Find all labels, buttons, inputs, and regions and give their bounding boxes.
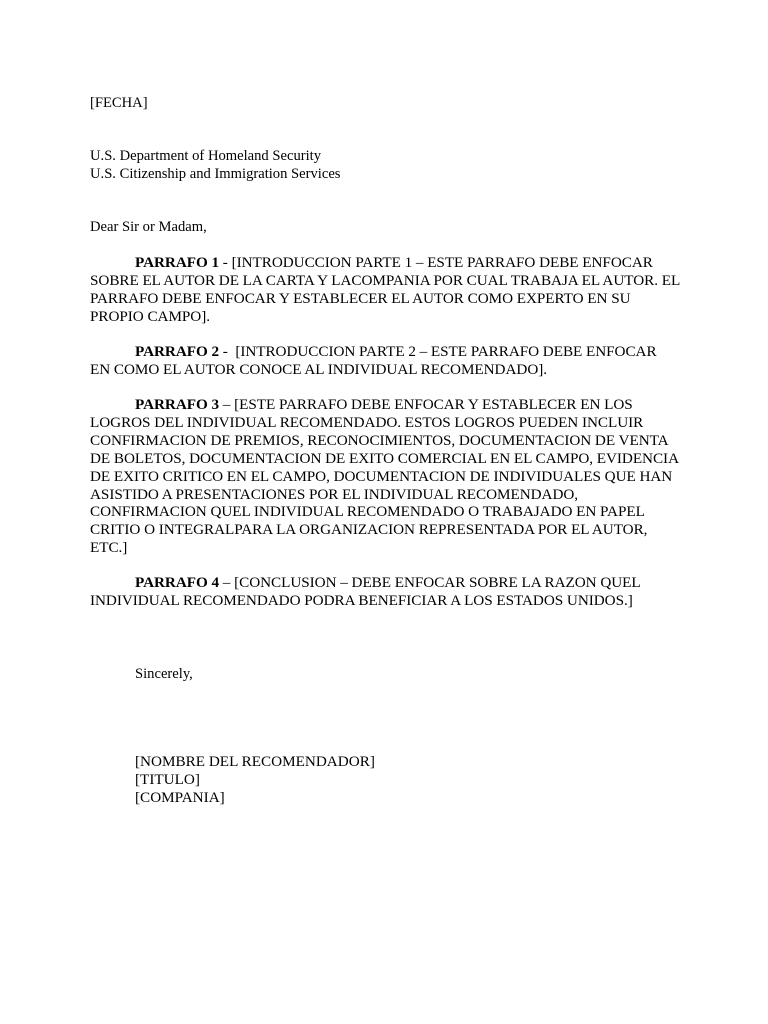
paragraph-1-separator: - — [219, 254, 232, 271]
paragraph-3 — [90, 396, 680, 557]
paragraph-4 — [90, 574, 680, 610]
recipient-line-1: U.S. Department of Homeland Security — [90, 148, 322, 164]
signature-title: [TITULO] — [135, 771, 200, 788]
date-placeholder: [FECHA] — [90, 95, 148, 111]
paragraph-4-label: PARRAFO 4 — [135, 574, 220, 591]
signature-company: [COMPANIA] — [135, 789, 225, 806]
paragraph-3-text: [ESTE PARRAFO DEBE ENFOCAR Y ESTABLECER EN LOS LOGROS DEL INDIVIDUAL RECOMENDADO. ESTOS LOGROS PUEDEN INCLUIR CONFIRMACION DE PREMIOS, RECONOCIMIENTOS, DOCUMENTACION DE VENTA DE BOLETOS, DOCUMENTACION DE EXITO COMERCIAL EN EL CAMPO, EVIDENCIA DE EXITO CRITICO EN EL CAMPO, DOCUMENTACION DE INDIVIDUALES QUE HAN ASISTIDO A PRESENTACIONES POR EL INDIVIDUAL RECOMENDADO, CONFIRMACION QUEL INDIVIDUAL RECOMENDADO O TRABAJADO EN PAPEL CRITIO O INTEGRALPARA LA ORGANIZACION REPRESENTADA POR EL AUTOR, ETC.] — [90, 396, 679, 557]
paragraph-1-text: [INTRODUCCION PARTE 1 – ESTE PARRAFO DEBE ENFOCAR SOBRE EL AUTOR DE LA CARTA Y LACOMPANIA POR CUAL TRABAJA EL AUTOR. EL PARRAFO DEBE ENFOCAR Y ESTABLECER EL AUTOR COMO EXPERTO EN SU PROPIO CAMPO]. — [90, 254, 680, 325]
paragraph-2-separator: - — [219, 343, 236, 360]
paragraph-2 — [90, 343, 680, 379]
recipient-line-2: U.S. Citizenship and Immigration Services — [90, 166, 341, 182]
salutation: Dear Sir or Madam, — [90, 219, 207, 235]
closing: Sincerely, — [135, 666, 193, 682]
paragraph-3-separator: – — [219, 396, 235, 413]
paragraph-2-text: [INTRODUCCION PARTE 2 – ESTE PARRAFO DEBE ENFOCAR EN COMO EL AUTOR CONOCE AL INDIVIDUAL RECOMENDADO]. — [90, 343, 657, 378]
paragraph-2-label: PARRAFO 2 — [135, 343, 220, 360]
paragraph-3-label: PARRAFO 3 — [135, 396, 220, 413]
signature-name: [NOMBRE DEL RECOMENDADOR] — [135, 753, 375, 770]
paragraph-1 — [90, 254, 680, 326]
paragraph-4-text: [CONCLUSION – DEBE ENFOCAR SOBRE LA RAZON QUEL INDIVIDUAL RECOMENDADO PODRA BENEFICIAR A LOS ESTADOS UNIDOS.] — [90, 574, 641, 609]
paragraph-4-separator: – — [219, 574, 235, 591]
paragraph-1-label: PARRAFO 1 — [135, 254, 220, 271]
